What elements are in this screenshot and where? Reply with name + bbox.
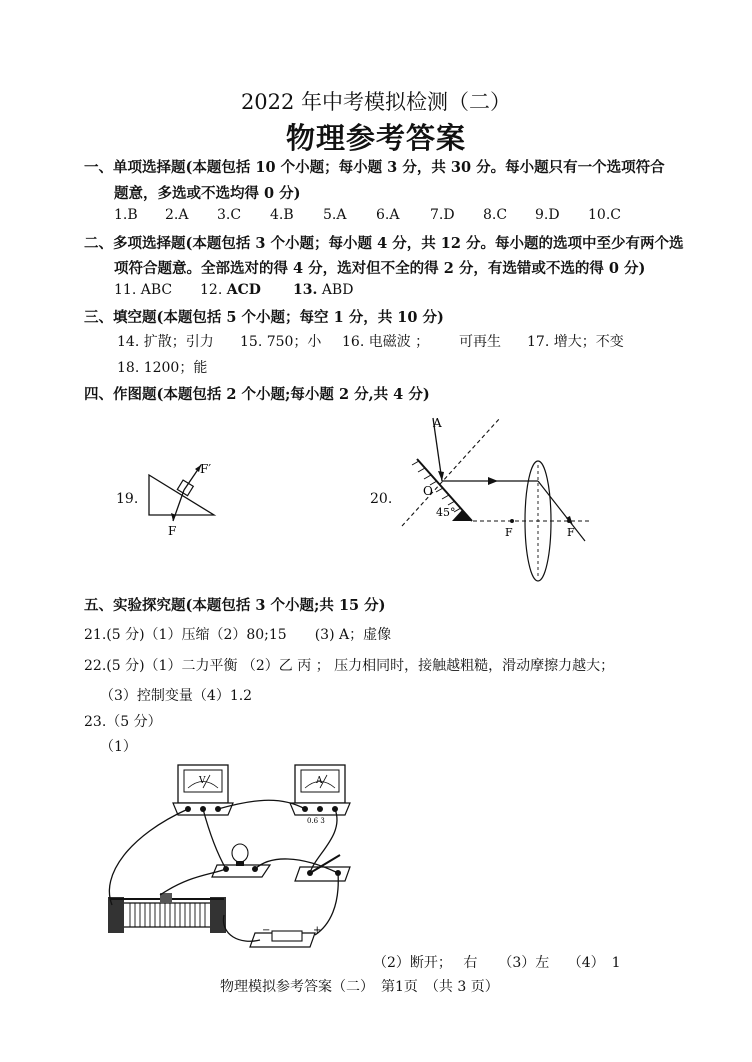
answer-10: 10.C <box>588 207 621 223</box>
answer-23: 23.（5 分） <box>84 714 162 730</box>
answer-3: 3.C <box>217 207 242 223</box>
answer-7: 7.D <box>430 207 455 223</box>
section3-heading: 三、填空题(本题包括 5 个小题；每空 1 分，共 10 分) <box>84 309 444 326</box>
label-angle: 45° <box>436 506 456 519</box>
answer-8: 8.C <box>483 207 508 223</box>
section4-heading: 四、作图题(本题包括 2 个小题;每小题 2 分,共 4 分) <box>84 386 430 403</box>
answer-5: 5.A <box>323 207 347 223</box>
label-o: O <box>423 484 433 498</box>
voltmeter-label: V <box>199 776 206 786</box>
answer-22-cont: （3）控制变量（4）1.2 <box>100 688 253 704</box>
answer-4: 4.B <box>270 207 294 223</box>
answer-6: 6.A <box>376 207 400 223</box>
section1-heading: 一、单项选择题(本题包括 10 个小题；每小题 3 分，共 30 分。每小题只有一个选项符合 <box>84 159 665 176</box>
label-focus-left: F <box>505 526 513 539</box>
rheostat <box>108 893 226 933</box>
answer-14: 14. 扩散；引力 <box>117 334 214 350</box>
switch <box>295 855 350 881</box>
svg-text:−: − <box>262 925 271 936</box>
answer-23-part1: （1） <box>100 739 137 755</box>
answer-23-rest: （2）断开； 右 （3）左 （4） 1 <box>373 955 621 971</box>
label-focus-right: F <box>567 526 575 539</box>
answer-12 <box>200 282 261 298</box>
light-bulb <box>212 844 270 877</box>
answer-12-value: ACD <box>226 282 261 298</box>
ammeter <box>290 765 350 825</box>
answer-21: 21.(5 分)（1）压缩（2）80;15 (3) A；虚像 <box>84 627 392 643</box>
figure-20-diagram <box>395 410 595 590</box>
label-a: A <box>433 416 442 430</box>
answer-11: 11. ABC <box>114 282 173 298</box>
section1-heading-cont: 题意，多选或不选均得 0 分) <box>114 185 301 202</box>
answer-16b: 可再生 <box>459 334 501 350</box>
ammeter-label: A <box>316 776 323 786</box>
label-f-prime: F′ <box>200 462 212 476</box>
refracted-ray <box>538 481 585 541</box>
answer-17: 17. 增大；不变 <box>527 334 624 350</box>
figure-19-diagram <box>140 455 230 540</box>
answer-18: 18. 1200；能 <box>117 360 208 376</box>
page-footer: 物理模拟参考答案（二） 第1页 （共 3 页） <box>220 979 499 995</box>
question-19-label: 19. <box>116 491 139 507</box>
answer-16a: 16. 电磁波 ； <box>342 334 430 350</box>
section2-heading: 二、多项选择题(本题包括 3 个小题；每小题 4 分，共 12 分。每小题的选项中至少有两个选 <box>84 235 684 252</box>
answer-9: 9.D <box>535 207 560 223</box>
question-20-label: 20. <box>370 491 393 507</box>
answer-2: 2.A <box>165 207 189 223</box>
ammeter-terminals: 0.6 3 <box>307 817 325 825</box>
page-title: 物理参考答案 <box>285 121 466 155</box>
section2-heading-cont: 项符合题意。全部选对的得 4 分，选对但不全的得 2 分，有选错或不选的得 0 分) <box>114 260 646 277</box>
label-f: F <box>168 524 177 538</box>
answer-13 <box>293 282 353 298</box>
answer-12-num: 12. <box>200 282 223 298</box>
circuit-diagram <box>100 755 370 955</box>
section5-heading: 五、实验探究题(本题包括 3 个小题;共 15 分) <box>84 597 386 614</box>
answer-15: 15. 750；小 <box>240 334 322 350</box>
answer-1: 1.B <box>114 207 138 223</box>
answer-22: 22.(5 分)（1）二力平衡 （2）乙 丙 ； 压力相同时，接触越粗糙，滑动摩擦力越大； <box>84 658 615 674</box>
svg-text:+: + <box>313 925 322 936</box>
exam-title: 2022 年中考模拟检测（二） <box>240 90 512 114</box>
answer-13-num: 13. <box>293 282 318 298</box>
answer-13-value: ABD <box>321 282 354 298</box>
battery <box>250 925 321 947</box>
